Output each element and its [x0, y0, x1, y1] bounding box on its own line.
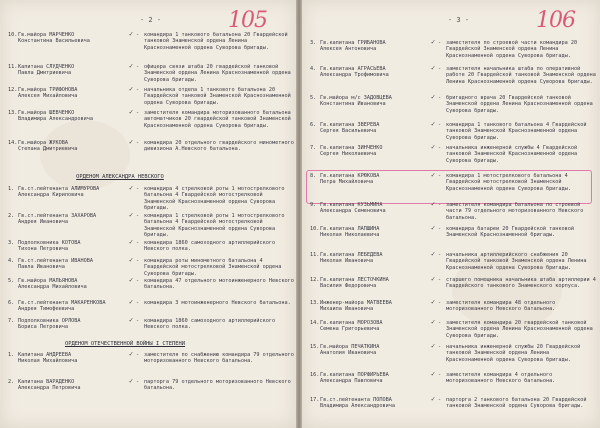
- right-page: [302, 0, 600, 428]
- entry-number: 6.: [310, 122, 317, 128]
- given-names: Андрея Тимофеевича: [18, 306, 75, 313]
- entry-number: 14.: [310, 320, 320, 326]
- given-names: Николая Михайловича: [18, 358, 78, 365]
- check-mark-icon: ✓: [431, 200, 436, 208]
- check-mark-icon: ✓: [431, 64, 436, 72]
- person: [18, 300, 136, 313]
- entry-number: 13.: [310, 300, 320, 306]
- person: [320, 397, 438, 410]
- given-names: Александра Петровича: [18, 385, 81, 392]
- list-item: [8, 110, 294, 138]
- dash: -: [136, 379, 140, 385]
- rank-surname: Гв.капитана ЗИНЧЕНКО: [320, 145, 383, 151]
- entry-number: 13.: [8, 110, 18, 116]
- dash: -: [136, 300, 140, 306]
- entry-number: 2.: [8, 213, 15, 219]
- entry-number: 4.: [310, 66, 317, 72]
- check-mark-icon: ✓: [129, 350, 134, 358]
- position-description: заместителя командира 20 гвардейской танковой Знаменской ордена Ленина Краснознаменной ордена Суворова бригады.: [446, 320, 593, 339]
- list-item: [8, 213, 294, 241]
- dash: -: [136, 186, 140, 192]
- entry-number: 3.: [310, 40, 317, 46]
- check-mark-icon: ✓: [129, 184, 134, 192]
- rank-surname: Гв.ст.лейтенанта ПОПОВА: [320, 397, 392, 403]
- dash: -: [438, 320, 442, 326]
- position-description: начальника инженерной службы 20 Гвардейской танковой Знаменской ордена Ленина Краснознаменной ордена Суворова бригады.: [446, 344, 581, 363]
- person: [18, 318, 136, 331]
- check-mark-icon: ✓: [431, 298, 436, 306]
- person: [320, 344, 438, 357]
- entry-number: 3.: [8, 240, 15, 246]
- entry-number: 7.: [310, 145, 317, 151]
- position-description: старшего помощника начальника штаба артиллерии 4 Гвардейского танкового Знаменского корпуса.: [446, 277, 596, 290]
- position-description: командира 47 отдельного мотоинженерного Невского батальона.: [144, 278, 294, 291]
- position-description: командира батареи 20 Гвардейской танковой Знаменской Краснознаменной бригады.: [446, 226, 575, 239]
- check-mark-icon: ✓: [129, 62, 134, 70]
- dash: -: [136, 213, 140, 219]
- position-description: начальника отдела 1 танкового батальона 20 Гвардейской танковой Знаменской Краснознаменной ордена Суворова бригады.: [144, 87, 291, 106]
- position-description: командира 1 танкового батальона 4 Гвардейской танковой Знаменской Краснознаменной ордена Суворова бригады.: [446, 122, 587, 141]
- page-number: - 2 -: [140, 16, 162, 24]
- section-heading-nevsky: ОРДЕНОМ АЛЕКСАНДРА НЕВСКОГО: [76, 174, 164, 180]
- given-names: Николая Николаевича: [320, 232, 380, 239]
- given-names: Степана Дмитриевича: [18, 146, 78, 153]
- list-item: [8, 352, 294, 380]
- person: [320, 173, 438, 186]
- entry-number: 8.: [310, 173, 317, 179]
- check-mark-icon: ✓: [129, 30, 134, 38]
- check-mark-icon: ✓: [431, 143, 436, 151]
- given-names: Павла Дмитриевича: [18, 70, 72, 77]
- list-item: [8, 32, 294, 60]
- list-item: [8, 140, 294, 168]
- person: [320, 66, 438, 79]
- dash: -: [136, 87, 140, 93]
- person: [18, 186, 136, 199]
- rank-surname: Гв.ст.лейтенанта АЛИМУРОВА: [18, 186, 100, 192]
- dash: -: [136, 352, 140, 358]
- given-names: Бориса Петровича: [18, 324, 68, 331]
- rank-surname: Гв.майора ШЕВЧЕНКО: [18, 110, 75, 116]
- dash: -: [438, 277, 442, 283]
- rank-surname: Гв.капитана ПОРФИРЬЕВА: [320, 372, 389, 378]
- check-mark-icon: ✓: [431, 342, 436, 350]
- dash: -: [438, 300, 442, 306]
- person: [320, 145, 438, 158]
- dash: -: [438, 372, 442, 378]
- list-item: [310, 173, 596, 201]
- given-names: Тихона Петровича: [18, 246, 68, 253]
- check-mark-icon: ✓: [129, 85, 134, 93]
- entry-number: 14.: [8, 140, 18, 146]
- position-description: заместителя командира 48 отдельного моторизованного Невского батальона.: [446, 300, 556, 313]
- person: [320, 40, 438, 53]
- rank-surname: Гв.капитана ГРИБАНОВА: [320, 40, 386, 46]
- left-page: [0, 0, 296, 428]
- dash: -: [438, 95, 442, 101]
- entry-number: 6.: [8, 300, 15, 306]
- list-item: [310, 95, 596, 123]
- dash: -: [438, 202, 442, 208]
- person: [18, 140, 136, 153]
- person: [320, 226, 438, 239]
- rank-surname: Гв.капитана МОРОЗОВА: [320, 320, 383, 326]
- check-mark-icon: ✓: [431, 171, 436, 179]
- list-item: [310, 40, 596, 68]
- rank-surname: Гв.капитана ЛАПШИНА: [320, 226, 380, 232]
- rank-surname: Гв.капитана АГРАСЬЕВА: [320, 66, 386, 72]
- entry-number: 10.: [310, 226, 320, 232]
- entry-number: 12.: [8, 87, 18, 93]
- entry-number: 5.: [310, 95, 317, 101]
- check-mark-icon: ✓: [129, 377, 134, 385]
- given-names: Василия Федоровича: [320, 283, 377, 290]
- dash: -: [438, 145, 442, 151]
- check-mark-icon: ✓: [431, 275, 436, 283]
- list-item: [310, 145, 596, 173]
- check-mark-icon: ✓: [431, 318, 436, 326]
- dash: -: [438, 344, 442, 350]
- given-names: Сергея Васильевича: [320, 128, 377, 135]
- page-number: - 3 -: [448, 16, 470, 24]
- list-item: [8, 186, 294, 214]
- position-description: командира 3 мотоинженерного Невского батальона.: [144, 300, 291, 306]
- person: [320, 320, 438, 333]
- person: [320, 372, 438, 385]
- rank-surname: Капитана ВАРАДЕНКО: [18, 379, 75, 385]
- check-mark-icon: ✓: [129, 256, 134, 264]
- entry-number: 15.: [310, 344, 320, 350]
- given-names: Семена Григорьевича: [320, 326, 380, 333]
- person: [18, 278, 136, 291]
- given-names: Владимира Александровича: [18, 116, 93, 123]
- entry-number: 11.: [8, 64, 18, 70]
- entry-number: 10.: [8, 32, 18, 38]
- position-description: офицера связи штаба 20 гвардейской танковой Знаменской ордена Ленина Краснознаменной ордена Суворова бригады.: [144, 64, 291, 83]
- rank-surname: Гв.майора МАРЧЕНКО: [18, 32, 75, 38]
- position-description: командира роты минометного батальона 4 Гвардейской мотострелковой Знаменской ордена Суворова бригады.: [144, 258, 282, 277]
- check-mark-icon: ✓: [431, 370, 436, 378]
- given-names: Алексея Михайловича: [18, 93, 78, 100]
- position-description: командира 20 отдельного гвардейского минометного дивизиона А.Невского батальона.: [144, 140, 294, 153]
- list-item: [310, 66, 596, 94]
- rank-surname: Гв.капитана ЛЕСТОЧКИНА: [320, 277, 389, 283]
- entry-number: 4.: [8, 258, 15, 264]
- rank-surname: Гв.капитана КРЮКОВА: [320, 173, 380, 179]
- given-names: Николая Ивановича: [320, 258, 374, 265]
- list-item: [310, 344, 596, 372]
- entry-number: 5.: [8, 278, 15, 284]
- given-names: Алексея Антоновича: [320, 46, 377, 53]
- check-mark-icon: ✓: [129, 316, 134, 324]
- list-item: [310, 226, 596, 254]
- entry-number: 1.: [8, 352, 15, 358]
- given-names: Александра Михайловича: [18, 284, 87, 291]
- given-names: Михаила Ивановича: [320, 306, 374, 313]
- dash: -: [438, 40, 442, 46]
- rank-surname: Гв.майора м/с ЗАДОВЦЕВА: [320, 95, 392, 101]
- position-description: парторга 2 танкового батальона 20 Гвардейской танковой Знаменской ордена Суворова бригады.: [446, 397, 587, 410]
- person: [320, 202, 438, 215]
- given-names: Александра Семеновича: [320, 208, 386, 215]
- check-mark-icon: ✓: [129, 211, 134, 219]
- check-mark-icon: ✓: [431, 250, 436, 258]
- person: [18, 87, 136, 100]
- position-description: заместителя по снабжению командира 79 отдельного моторизованного Невского батальона.: [144, 352, 294, 365]
- entry-number: 11.: [310, 252, 320, 258]
- person: [18, 32, 136, 45]
- position-description: начальника артиллерийского снабжения 20 Гвардейской танковой Знаменской ордена Ленина Краснознаменной ордена Суворова бригады.: [446, 252, 587, 271]
- section-heading-patriotic-war: ОРДЕНОМ ОТЕЧЕСТВЕННОЙ ВОЙНЫ I СТЕПЕНИ: [64, 341, 186, 347]
- entry-number: 12.: [310, 277, 320, 283]
- rank-surname: Капитана СЛУДЧЕНКО: [18, 64, 75, 70]
- rank-surname: Гв.ст.лейтенанта ЗАХАРОВА: [18, 213, 97, 219]
- dash: -: [136, 32, 140, 38]
- person: [320, 300, 438, 313]
- rank-surname: Гв.капитана ЗВЕРЕВА: [320, 122, 380, 128]
- person: [18, 240, 136, 253]
- dash: -: [438, 173, 442, 179]
- rank-surname: Подполковника ОРЛОВА: [18, 318, 81, 324]
- position-description: командира 1 стрелковой роты 1 мотострелкового батальона 4 Гвардейской мотострелковой Знаменской Краснознаменной ордена Суворова бригады.: [144, 213, 285, 239]
- given-names: Анатолия Ивановича: [320, 350, 377, 357]
- dash: -: [438, 397, 442, 403]
- position-description: заместителя командира 4 отдельного моторизованного Невского батальона.: [446, 372, 556, 385]
- check-mark-icon: ✓: [431, 224, 436, 232]
- position-description: командира 1860 самоходного артиллерийского Невского полка.: [144, 240, 276, 253]
- handwritten-page-number: 105: [228, 8, 267, 33]
- entry-number: 1.: [8, 186, 15, 192]
- list-item: [310, 250, 596, 283]
- given-names: Александра Кириловича: [18, 192, 84, 199]
- entry-number: 17.: [310, 397, 320, 403]
- check-mark-icon: ✓: [431, 93, 436, 101]
- dash: -: [438, 252, 442, 258]
- check-mark-icon: ✓: [129, 108, 134, 116]
- entry-number: 2.: [8, 379, 15, 385]
- person: [320, 122, 438, 135]
- person: [18, 110, 136, 123]
- rank-surname: Капитана АНДРЕЕВА: [18, 352, 72, 358]
- given-names: Александра Павловича: [320, 378, 383, 385]
- given-names: Константина Васильевича: [18, 38, 90, 45]
- given-names: Павла Ивановича: [18, 264, 65, 271]
- rank-surname: Гв.капитана КУЗЬМИНА: [320, 202, 383, 208]
- given-names: Петра Михайловича: [320, 179, 374, 186]
- person: [18, 258, 136, 271]
- position-description: начальника инженерной службы 4 Гвардейской танковой Знаменской Краснознаменной ордена Суворова бригады.: [446, 145, 578, 164]
- rank-surname: Гв.майора ПЕЧАТКИНА: [320, 344, 380, 350]
- position-description: заместителя начальника штаба по оперативной работе 20 Гвардейской танковой Знаменской ордена Ленина Краснознаменной ордена Суворова бригады.: [446, 66, 596, 85]
- dash: -: [136, 278, 140, 284]
- position-description: командира 1860 самоходного артиллерийского Невского полка.: [144, 318, 276, 331]
- person: [18, 64, 136, 77]
- rank-surname: Гв.ст.лейтенанта МАКАРЕНКОВА: [18, 300, 106, 306]
- dash: -: [136, 140, 140, 146]
- given-names: Сергея Николаевича: [320, 151, 377, 158]
- rank-surname: Гв.ст.лейтенанта ИВАНОВА: [18, 258, 93, 264]
- person: [320, 95, 438, 108]
- position-description: заместителя командира моторизованного батальона автоматчиков 20 гвардейской танковой Знаменской Краснознаменной ордена Суворова бригады.: [144, 110, 291, 129]
- rank-surname: Гв.капитана ЛЕБЕДЕВА: [320, 252, 383, 258]
- person: [320, 277, 438, 290]
- dash: -: [438, 226, 442, 232]
- person: [18, 213, 136, 226]
- list-item: [310, 370, 596, 403]
- check-mark-icon: ✓: [129, 276, 134, 284]
- given-names: Владимира Александровича: [320, 403, 395, 410]
- person: [18, 352, 136, 365]
- check-mark-icon: ✓: [129, 238, 134, 246]
- given-names: Александра Трофимовича: [320, 72, 389, 79]
- dash: -: [438, 66, 442, 72]
- position-description: командира 1 танкового батальона 20 Гвардейской танковой Знаменской ордена Ленина Краснознаменной ордена Суворова бригады.: [144, 32, 288, 51]
- entry-number: 7.: [8, 318, 15, 324]
- position-description: заместителя командира батальона по строевой части 79 отдельного моторизованного Невского батальона.: [446, 202, 584, 221]
- list-item: [310, 397, 596, 425]
- dash: -: [136, 110, 140, 116]
- list-item: [8, 379, 294, 407]
- rank-surname: Подполковника КОТОВА: [18, 240, 81, 246]
- position-description: парторга 79 отдельного моторизованного Невского батальона.: [144, 379, 291, 392]
- position-description: командира 4 стрелковой роты 1 мотострелкового батальона 4 Гвардейской мотострелковой Знаменской Краснознаменной ордена Суворова бригады.: [144, 186, 285, 212]
- check-mark-icon: ✓: [431, 395, 436, 403]
- position-description: командира 1 мотострелкового батальона 4 Гвардейской мотострелковой Знаменской Краснознаменной ордена Суворова бригады.: [446, 173, 571, 192]
- rank-surname: Гв.майора МАЛЬЯНОВА: [18, 278, 78, 284]
- check-mark-icon: ✓: [129, 298, 134, 306]
- position-description: заместителя по строевой части командира 20 Гвардейской Знаменской ордена Ленина Краснознаменной ордена Суворова бригады.: [446, 40, 578, 59]
- check-mark-icon: ✓: [431, 38, 436, 46]
- person: [18, 379, 136, 392]
- entry-number: 9.: [310, 202, 317, 208]
- position-description: бригадного врача 20 Гвардейской танковой Знаменской ордена Ленина Краснознаменной ордена Суворова бригады.: [446, 95, 593, 114]
- dash: -: [136, 258, 140, 264]
- rank-surname: Гв.майора ТРИФОНОВА: [18, 87, 78, 93]
- entry-number: 16.: [310, 372, 320, 378]
- check-mark-icon: ✓: [129, 138, 134, 146]
- given-names: Андрея Ивановича: [18, 219, 68, 226]
- rank-surname: Инженер-майора МАТВЕЕВА: [320, 300, 392, 306]
- handwritten-page-number: 106: [536, 8, 575, 33]
- rank-surname: Гв.майора ЖУКОВА: [18, 140, 68, 146]
- dash: -: [136, 240, 140, 246]
- dash: -: [438, 122, 442, 128]
- dash: -: [136, 318, 140, 324]
- given-names: Константина Ивановича: [320, 101, 386, 108]
- person: [320, 252, 438, 265]
- dash: -: [136, 64, 140, 70]
- check-mark-icon: ✓: [431, 120, 436, 128]
